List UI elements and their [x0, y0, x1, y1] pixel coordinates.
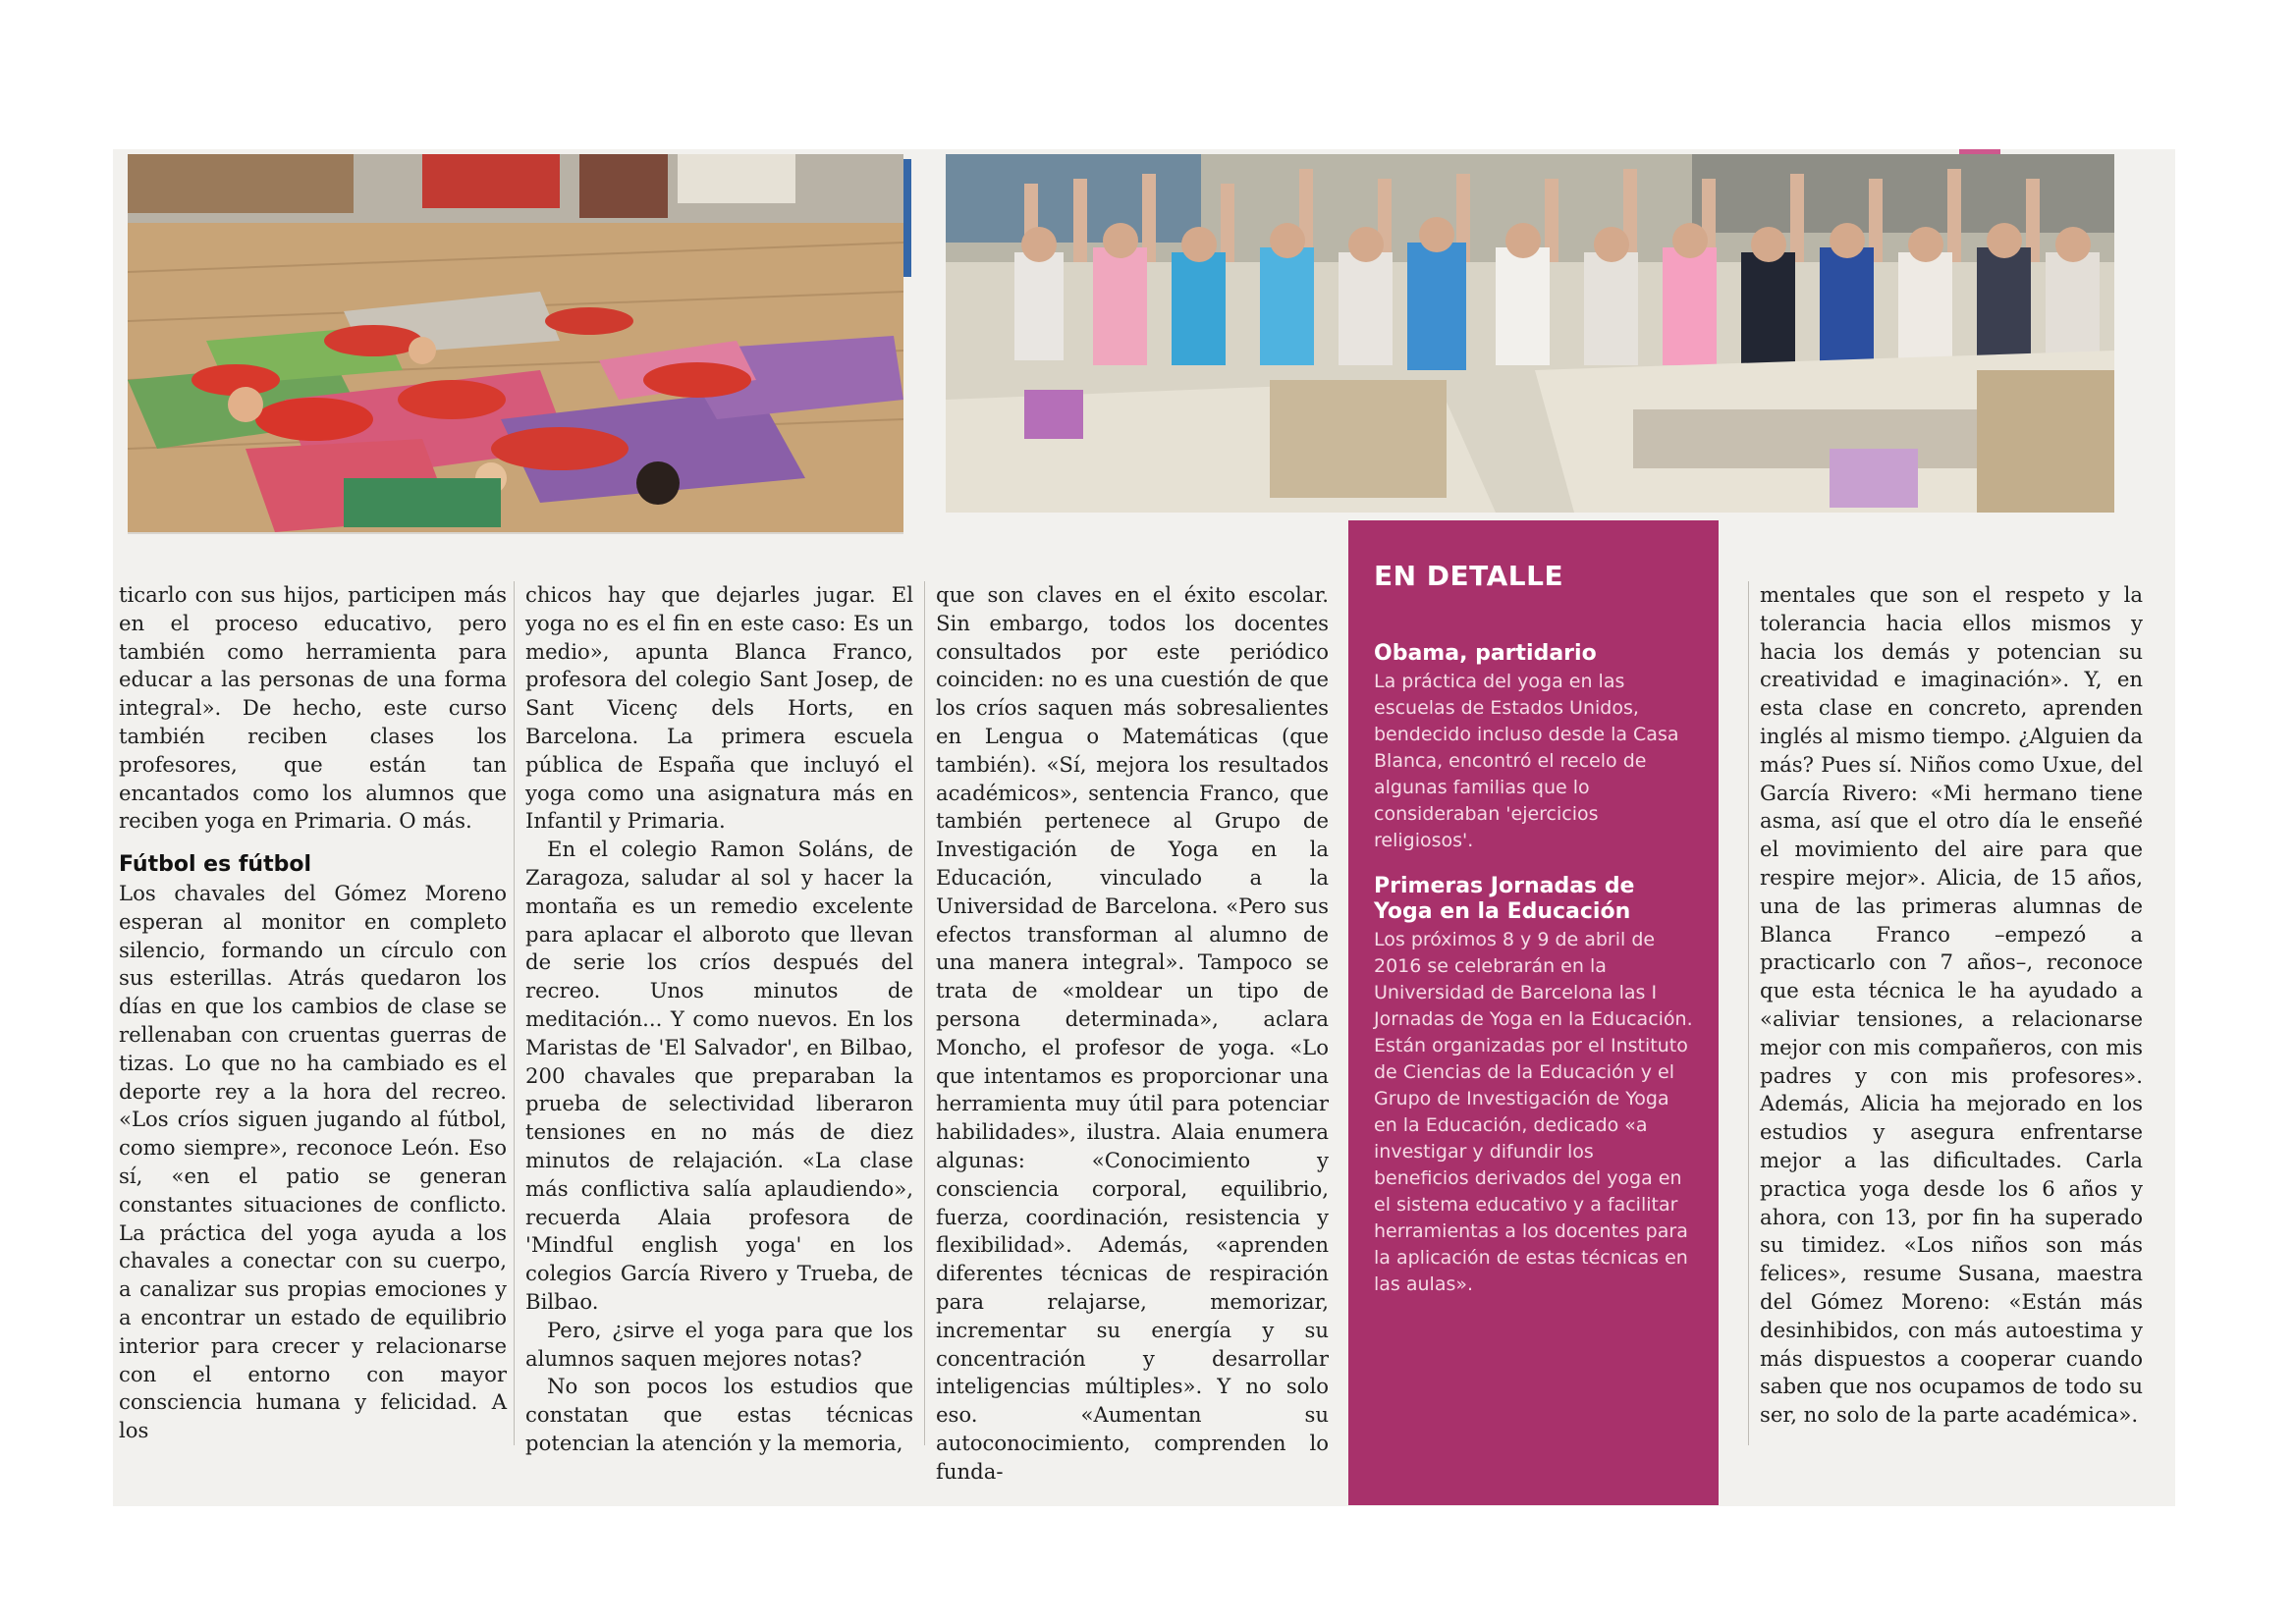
paragraph: Los chavales del Gómez Moreno esperan al monitor en completo silencio, formando un círculo con sus esterillas. Atrás quedaron los días en que los cambios de clase se rellenaban con cruentas guerras de tizas. Lo que no ha cambiado es el deporte rey a la hora del recreo. «Los críos siguen jugando al fútbol, como siempre», reconoce León. Eso sí, «en el patio se generan constantes situaciones de conflicto. La práctica del yoga ayuda a los chavales a conectar con su cuerpo, a canalizar sus propias emociones y a encontrar un estado de equilibrio interior para crecer y relacionarse con el entorno con mayor consciencia humana y felicidad. A los: [119, 880, 507, 1443]
photo-children-arms-raised: [946, 154, 2114, 513]
subheading: Fútbol es fútbol: [119, 852, 312, 878]
paragraph: chicos hay que dejarles jugar. El yoga no es el fin en este caso: Es un medio», apunta Blanca Franco, profesora del colegio Sant Josep, de Sant Vicenç dels Horts, en Barcelona. La primera escuela pública de España que incluyó el yoga como una asignatura más en Infantil y Primaria.: [525, 582, 913, 834]
sidebar-text-obama: La práctica del yoga en las escuelas de Estados Unidos, bendecido incluso desde la Casa Blanca, encontró el recelo de algunas familias que lo consideraban 'ejercicios religiosos'.: [1374, 671, 1679, 851]
sidebar-en-detalle: [1348, 520, 1719, 1505]
column-rule: [514, 581, 515, 1445]
article-column-1: [119, 581, 507, 1445]
paragraph: En el colegio Ramon Soláns, de Zaragoza, saludar al sol y hacer la montaña es un remedio excelente para aplacar el alboroto que llevan de serie los críos después del recreo. Unos minutos de meditación... Y como nuevos. En los Maristas de 'El Salvador', en Bilbao, 200 chavales que preparaban la prueba de selectividad liberaron tensiones en no más de diez minutos de relajación. «La clase más conflictiva salía aplaudiendo», recuerda Alaia profesora de 'Mindful english yoga' en los colegios García Rivero y Trueba, de Bilbao.: [525, 837, 913, 1314]
paragraph: mentales que son el respeto y la tolerancia hacia ellos mismos y hacia los demás y potencian su creatividad e imaginación». Y, en esta clase en concreto, aprenden inglés al mismo tiempo. ¿Alguien da más? Pues sí. Niños como Uxue, del García Rivero: «Mi hermano tiene asma, así que el otro día le enseñé el movimiento del aire para que respire mejor». Alicia, de 15 años, una de las primeras alumnas de Blanca Franco –empezó a practicarlo con 7 años–, reconoce que esta técnica le ha ayudado a «aliviar tensiones, a relacionarse mejor con mis compañeros, con mis padres y con mis profesores». Además, Alicia ha mejorado en los estudios y asegura enfrentarse mejor a las dificultades. Carla practica yoga desde los 6 años y ahora, con 13, por fin ha superado su timidez. «Los niños son más felices», resume Susana, maestra del Gómez Moreno: «Están más desinhibidos, con más autoestima y más dispuestos a cooperar cuando saben que nos ocupamos de todo su ser, no solo de la parte académica».: [1760, 582, 2143, 1428]
sidebar-title-jornadas: Primeras Jornadas de Yoga en la Educación: [1374, 874, 1635, 924]
article-column-3: [936, 581, 1329, 1487]
edge-strip-blue: [903, 159, 911, 277]
paragraph: Pero, ¿sirve el yoga para que los alumnos saquen mejores notas?: [525, 1317, 913, 1371]
paragraph: ticarlo con sus hijos, participen más en el proceso educativo, pero también como herramienta para educar a las personas de una forma integral». De hecho, este curso también reciben clases los profesores, que están tan encantados como los alumnos que reciben yoga en Primaria. O más.: [119, 582, 507, 834]
photo-children-lying-on-mats: [128, 154, 903, 534]
article-column-2: [525, 581, 913, 1458]
column-rule: [1748, 581, 1749, 1445]
column-rule: [924, 581, 925, 1445]
sidebar-title-obama: Obama, partidario: [1374, 641, 1597, 666]
sidebar-heading: EN DETALLE: [1374, 560, 1564, 592]
sidebar-text-jornadas: Los próximos 8 y 9 de abril de 2016 se celebrarán en la Universidad de Barcelona las I Jornadas de Yoga en la Educación. Están organizadas por el Instituto de Ciencias de la Educación y el Grupo de Investigación de Yoga en la Educación, dedicado «a investigar y difundir los beneficios derivados del yoga en el sistema educativo y a facilitar herramientas a los docentes para la aplicación de estas técnicas en las aulas».: [1374, 929, 1693, 1295]
paragraph: No son pocos los estudios que constatan que estas técnicas potencian la atención y la memoria,: [525, 1374, 913, 1455]
paragraph: que son claves en el éxito escolar. Sin embargo, todos los docentes consultados por este periódico coinciden: no es una cuestión de que los críos saquen más sobresalientes en Lengua o Matemáticas (que también). «Sí, mejora los resultados académicos», sentencia Franco, que también pertenece al Grupo de Investigación de Yoga en la Educación, vinculado a la Universidad de Barcelona. «Pero sus efectos transforman al alumno de una manera integral». Tampoco se trata de «moldear un tipo de persona determinada», aclara Moncho, el profesor de yoga. «Lo que intentamos es proporcionar una herramienta muy útil para potenciar habilidades», ilustra. Alaia enumera algunas: «Conocimiento y consciencia corporal, equilibrio, fuerza, coordinación, resistencia y flexibilidad». Además, «aprenden diferentes técnicas de respiración para relajarse, memorizar, incrementar su energía y su concentración y desarrollar inteligencias múltiples». Y no solo eso. «Aumentan su autoconocimiento, comprenden lo funda-: [936, 582, 1329, 1484]
newspaper-clipping: [113, 149, 2175, 1506]
article-column-5: [1760, 581, 2143, 1430]
